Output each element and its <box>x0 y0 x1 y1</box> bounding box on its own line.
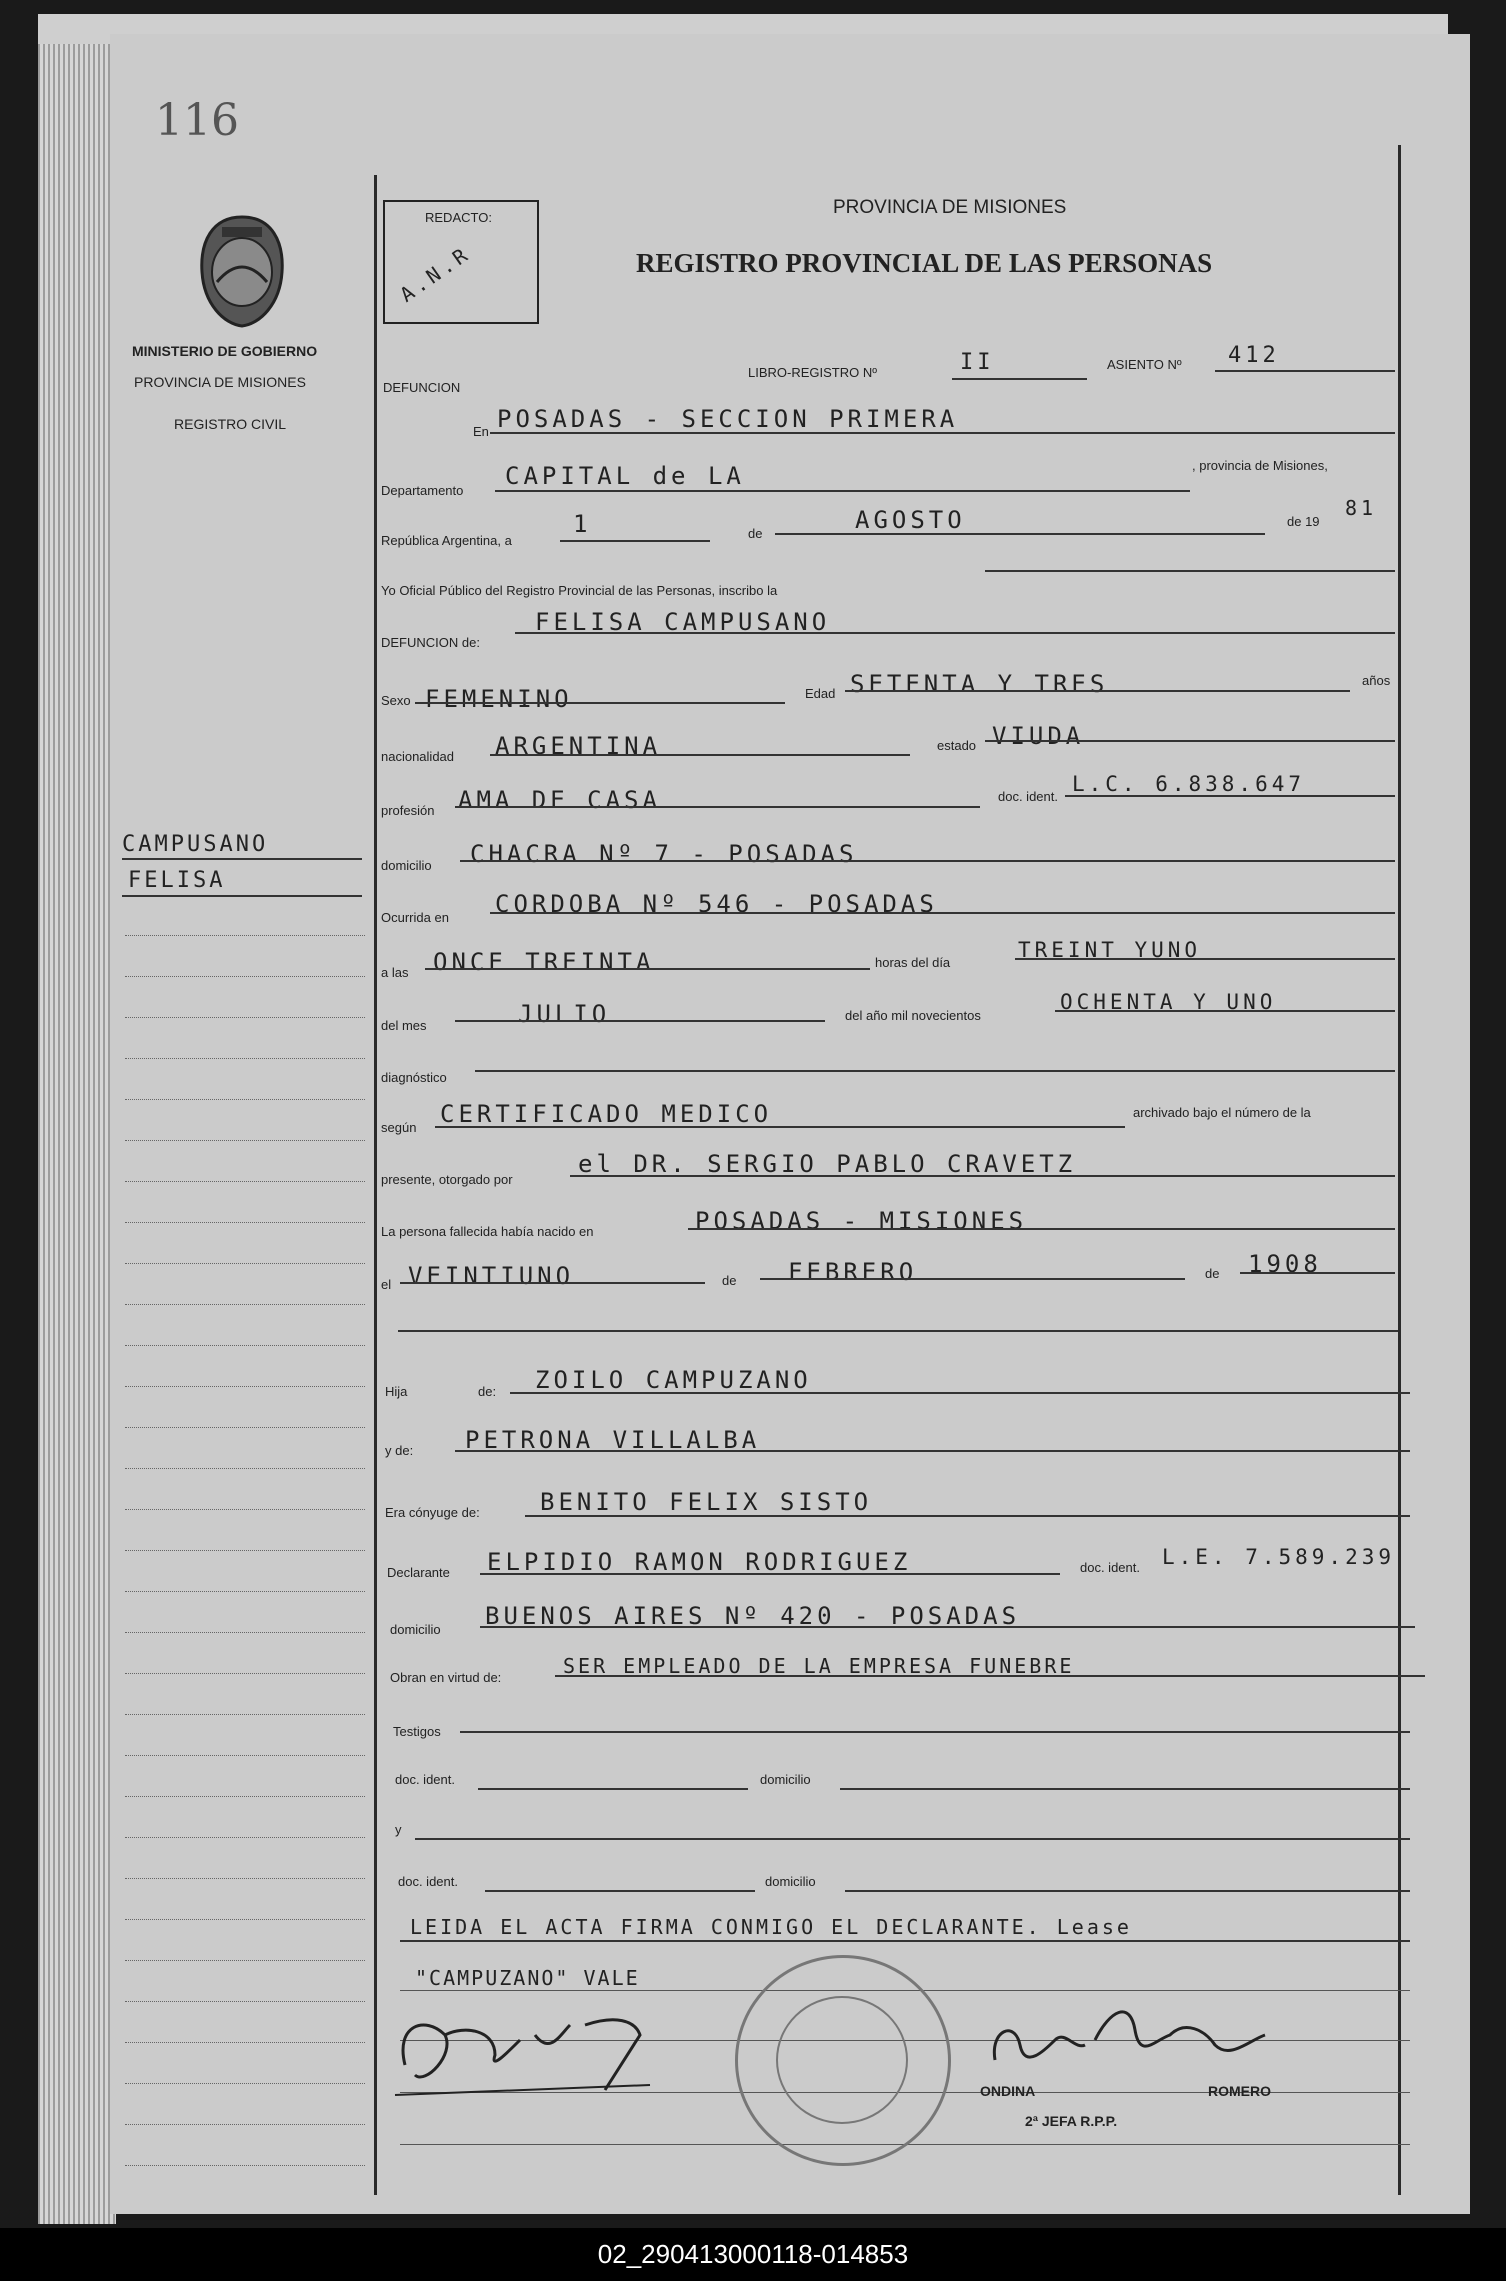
declarante-label: Declarante <box>387 1565 450 1580</box>
folio-number: 116 <box>155 95 239 146</box>
en-label: En <box>473 424 489 439</box>
margin-underline <box>122 895 362 897</box>
underline <box>845 1890 1410 1892</box>
domicilio2-label: domicilio <box>390 1622 441 1637</box>
margin-ruled-line <box>125 1181 365 1182</box>
hija-de-label: de: <box>478 1384 497 1399</box>
sexo-value: FEMENINO <box>425 685 573 713</box>
margin-ruled-line <box>125 1632 365 1633</box>
underline <box>1015 958 1395 960</box>
en-value: POSADAS - SECCION PRIMERA <box>497 405 959 433</box>
closing-note-line2: "CAMPUZANO" VALE <box>415 1966 640 1990</box>
underline <box>485 1890 755 1892</box>
underline <box>985 570 1395 572</box>
margin-ruled-line <box>125 1099 365 1100</box>
underline <box>490 912 1395 914</box>
diagnostico-label: diagnóstico <box>381 1070 447 1085</box>
underline <box>455 806 980 808</box>
hija-label: Hija <box>385 1384 408 1399</box>
doc2-label: doc. ident. <box>398 1874 458 1889</box>
margin-ruled-line <box>125 1837 365 1838</box>
margin-name: FELISA <box>128 868 226 893</box>
closing-note-line1: LEIDA EL ACTA FIRMA CONMIGO EL DECLARANTE. Lease <box>410 1915 1132 1939</box>
underline <box>688 1228 1395 1230</box>
ministry-province: PROVINCIA DE MISIONES <box>134 374 306 390</box>
underline <box>460 1731 1410 1733</box>
margin-ruled-line <box>125 1673 365 1674</box>
obran-label: Obran en virtud de: <box>390 1670 502 1685</box>
otorgado-value: el DR. SERGIO PABLO CRAVETZ <box>578 1150 1077 1178</box>
madre-value: PETRONA VILLALBA <box>465 1426 761 1454</box>
underline <box>415 1838 1410 1840</box>
padre-value: ZOILO CAMPUZANO <box>535 1366 812 1394</box>
delmes-value: JULIO <box>518 1000 611 1028</box>
estado-label: estado <box>937 738 977 753</box>
margin-ruled-line <box>125 1796 365 1797</box>
nacido-label: La persona fallecida había nacido en <box>381 1224 594 1239</box>
underline <box>455 1020 825 1022</box>
underline <box>480 1573 1060 1575</box>
mes-value: AGOSTO <box>855 506 966 534</box>
margin-ruled-line <box>125 1550 365 1551</box>
conyuge-label: Era cónyuge de: <box>385 1505 480 1520</box>
el-anio-label: de <box>1205 1266 1220 1281</box>
page-title: REGISTRO PROVINCIAL DE LAS PERSONAS <box>636 248 1213 278</box>
margin-ruled-line <box>125 2124 365 2125</box>
ministry-name: MINISTERIO DE GOBIERNO <box>132 343 318 359</box>
departamento-value: CAPITAL de LA <box>505 462 745 490</box>
el-value: VEINTIUNO <box>408 1262 575 1290</box>
underline <box>400 1940 1410 1942</box>
official-name: ONDINA <box>980 2083 1036 2099</box>
underline <box>425 968 870 970</box>
underline <box>760 1278 1185 1280</box>
testigos-label: Testigos <box>393 1724 441 1739</box>
coat-of-arms-icon <box>192 212 292 330</box>
defuncion-label: DEFUNCION de: <box>381 635 480 650</box>
margin-ruled-line <box>125 1222 365 1223</box>
underline <box>1065 795 1395 797</box>
departamento-label: Departamento <box>381 483 464 498</box>
underline <box>840 1788 1410 1790</box>
underline <box>515 632 1395 634</box>
margin-ruled-line <box>125 1386 365 1387</box>
margin-ruled-line <box>125 2165 365 2166</box>
right-rule <box>1398 145 1401 2195</box>
margin-ruled-line <box>125 2083 365 2084</box>
underline <box>455 1450 1410 1452</box>
book-binding <box>38 44 116 2224</box>
anio-label: de 19 <box>1287 514 1320 529</box>
segun-label: según <box>381 1120 417 1135</box>
delmes-label: del mes <box>381 1018 427 1033</box>
yde-label: y de: <box>385 1443 414 1458</box>
margin-ruled-line <box>125 1017 365 1018</box>
segun-value: CERTIFICADO MEDICO <box>440 1100 773 1128</box>
ocurrida-label: Ocurrida en <box>381 910 449 925</box>
nacionalidad-value: ARGENTINA <box>495 732 662 760</box>
underline <box>1215 370 1395 372</box>
underline <box>1055 1010 1395 1012</box>
official-title: 2ª JEFA R.P.P. <box>1025 2113 1118 2129</box>
horas-label: horas del día <box>875 955 951 970</box>
nombre-value: FELISA CAMPUSANO <box>535 608 831 636</box>
dia-value: 1 <box>573 510 592 538</box>
delanio-label: del año mil novecientos <box>845 1008 981 1023</box>
republica-label: República Argentina, a <box>381 533 512 548</box>
margin-ruled-line <box>125 1427 365 1428</box>
redacto-box <box>383 200 539 324</box>
declarante-value: ELPIDIO RAMON RODRIGUEZ <box>487 1548 912 1576</box>
margin-ruled-line <box>125 935 365 936</box>
margin-ruled-line <box>125 1345 365 1346</box>
horas-value: TREINT YUNO <box>1018 938 1202 962</box>
underline <box>555 1675 1425 1677</box>
underline <box>845 690 1350 692</box>
el-anio-value: 1908 <box>1248 1250 1322 1278</box>
underline <box>490 432 1395 434</box>
profesion-label: profesión <box>381 803 435 818</box>
declarant-signature <box>385 1995 665 2115</box>
margin-ruled-line <box>125 1714 365 1715</box>
alas-value: ONCE TREINTA <box>433 948 655 976</box>
margin-ruled-line <box>125 1140 365 1141</box>
underline <box>460 860 1395 862</box>
edad-label: Edad <box>805 686 836 701</box>
otorgado-label: presente, otorgado por <box>381 1172 513 1187</box>
profesion-value: AMA DE CASA <box>458 786 661 814</box>
underline <box>495 490 1190 492</box>
libro-value: II <box>960 350 995 375</box>
oficial-text: Yo Oficial Público del Registro Provincial de las Personas, inscribo la <box>381 583 778 598</box>
margin-ruled-line <box>125 976 365 977</box>
de-label: de <box>748 526 763 541</box>
margin-ruled-line <box>125 1263 365 1264</box>
obran-value: SER EMPLEADO DE LA EMPRESA FUNEBRE <box>563 1654 1075 1678</box>
ocurrida-value: CORDOBA Nº 546 - POSADAS <box>495 890 938 918</box>
margin-ruled-line <box>125 1878 365 1879</box>
margin-ruled-line <box>125 2042 365 2043</box>
underline <box>435 1126 1125 1128</box>
el-de-label: de <box>722 1273 737 1288</box>
underline <box>775 533 1265 535</box>
underline <box>1240 1272 1395 1274</box>
left-rule <box>374 175 377 2195</box>
margin-ruled-line <box>125 1755 365 1756</box>
nacido-value: POSADAS - MISIONES <box>695 1207 1028 1235</box>
margin-surname: CAMPUSANO <box>122 832 269 857</box>
doc1-label: doc. ident. <box>395 1772 455 1787</box>
redacto-initials: A.N.R <box>395 241 475 307</box>
doc-type: DEFUNCION <box>383 380 461 395</box>
underline <box>480 1626 1415 1628</box>
nacionalidad-label: nacionalidad <box>381 749 455 764</box>
domicilio-value: CHACRA Nº 7 - POSADAS <box>470 840 858 868</box>
domicilio2-value: BUENOS AIRES Nº 420 - POSADAS <box>485 1602 1021 1630</box>
margin-ruled-line <box>125 1509 365 1510</box>
underline <box>398 1330 1398 1332</box>
official-seal <box>735 1955 951 2166</box>
delanio-value: OCHENTA Y UNO <box>1060 990 1277 1014</box>
domicilio-label: domicilio <box>381 858 432 873</box>
sexo-label: Sexo <box>381 693 411 708</box>
underline <box>525 1515 1410 1517</box>
el-label: el <box>381 1277 392 1292</box>
margin-ruled-line <box>125 1304 365 1305</box>
asiento-value: 412 <box>1228 343 1280 368</box>
anio-value: 81 <box>1345 496 1378 520</box>
underline <box>478 1788 748 1790</box>
seal-inner-ring <box>776 1996 908 2124</box>
estado-value: VIUDA <box>992 722 1085 750</box>
margin-ruled-line <box>125 1058 365 1059</box>
declarante-doc-label: doc. ident. <box>1080 1560 1140 1575</box>
dom1-label: domicilio <box>760 1772 811 1787</box>
footer-id: 02_290413000118-014853 <box>0 2228 1506 2281</box>
registry-name: REGISTRO CIVIL <box>174 416 287 432</box>
province-heading: PROVINCIA DE MISIONES <box>833 197 1067 218</box>
declarante-doc-value: L.E. 7.589.239 <box>1162 1545 1396 1569</box>
edad-value: SETENTA Y TRES <box>850 670 1109 698</box>
doc-value: L.C. 6.838.647 <box>1072 772 1306 796</box>
underline <box>415 702 785 704</box>
alas-label: a las <box>381 965 409 980</box>
underline <box>400 1282 705 1284</box>
margin-ruled-line <box>125 1468 365 1469</box>
margin-ruled-line <box>125 1960 365 1961</box>
dom2-label: domicilio <box>765 1874 816 1889</box>
el-mes-value: FEBRERO <box>788 1258 918 1286</box>
redacto-label: REDACTO: <box>425 210 492 225</box>
underline <box>475 1070 1395 1072</box>
archivado-label: archivado bajo el número de la <box>1133 1105 1311 1120</box>
libro-label: LIBRO-REGISTRO Nº <box>748 365 877 380</box>
underline <box>510 1392 1410 1394</box>
underline <box>570 1175 1395 1177</box>
underline <box>490 754 910 756</box>
conyuge-value: BENITO FELIX SISTO <box>540 1488 873 1516</box>
asiento-label: ASIENTO Nº <box>1107 357 1182 372</box>
anos-label: años <box>1362 673 1391 688</box>
official-surname: ROMERO <box>1208 2083 1271 2099</box>
margin-underline <box>122 858 362 860</box>
underline <box>952 378 1087 380</box>
margin-ruled-line <box>125 1591 365 1592</box>
underline <box>985 740 1395 742</box>
y-label: y <box>395 1822 402 1837</box>
margin-ruled-line <box>125 1919 365 1920</box>
underline <box>560 540 710 542</box>
doc-label: doc. ident. <box>998 789 1058 804</box>
provincia-suffix: , provincia de Misiones, <box>1192 458 1328 473</box>
margin-ruled-line <box>125 2001 365 2002</box>
